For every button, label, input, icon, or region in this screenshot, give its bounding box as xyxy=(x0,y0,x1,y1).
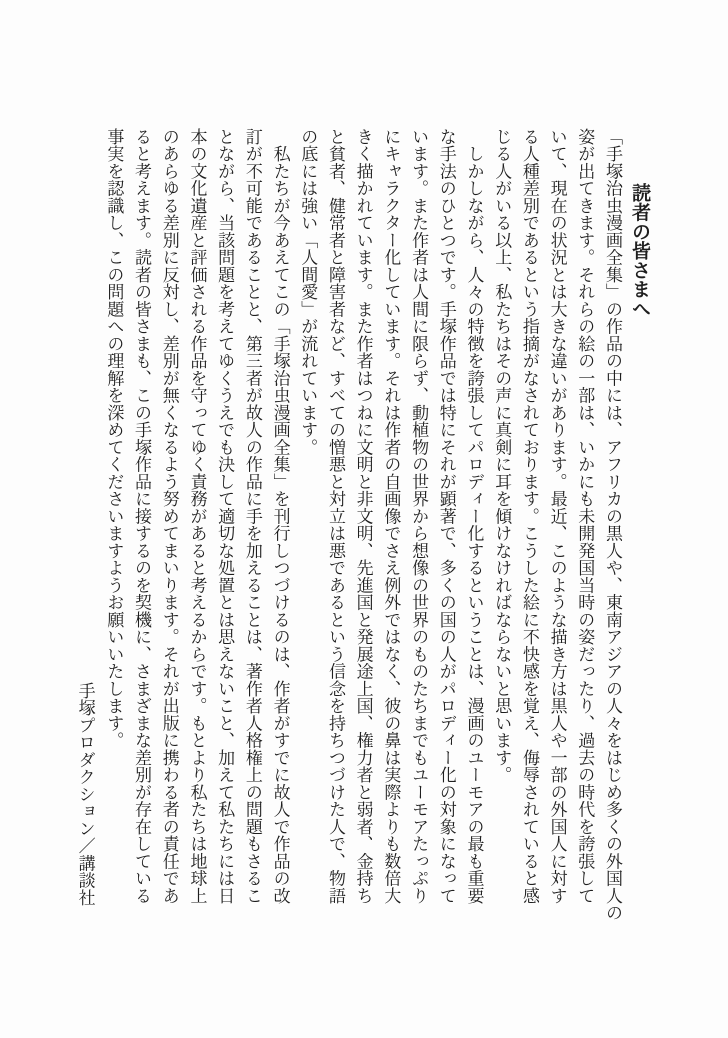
vertical-text-block xyxy=(71,128,655,928)
text-column: いて、現在の状況とは大きな違いがあります。最近、このような描き方は黒人や一部の外国人に対す xyxy=(546,128,567,905)
text-column: 私たちが今あえてこの「手塚治虫漫画全集」を刊行しつづけるのは、作者がすでに故人で作品の改 xyxy=(269,128,290,905)
text-column: います。また作者は人間に限らず、動植物の世界から想像の世界のものたちまでもユーモアたっぷり xyxy=(408,128,429,905)
text-column: 事実を認識し、この問題への理解を深めてくださいますようお願いいたします。 xyxy=(103,128,124,749)
text-column: きく描かれています。また作者はつねに文明と非文明、先進国と発展途上国、権力者と弱者、金持ち xyxy=(352,128,373,905)
text-column: の底には強い「人間愛」が流れています。 xyxy=(297,128,318,456)
text-column: 「手塚治虫漫画全集」の作品の中には、アフリカの黒人や、東南アジアの人々をはじめ多くの外国人の xyxy=(602,128,622,922)
text-column: じる人がいる以上、私たちはその声に真剣に耳を傾けなければならないと思います。 xyxy=(491,128,512,784)
publisher-signature: 手塚プロダクション／講談社 xyxy=(74,682,95,907)
text-column: 訂が不可能であることと、第三者が故人の作品に手を加えることは、著作者人格権上の問題もさるこ xyxy=(241,128,262,905)
text-column: とながら、当該問題を考えてゆくうえでも決して適切な処置とは思えないこと、加えて私たちには日 xyxy=(214,128,235,905)
text-column: のあらゆる差別に反対し、差別が無くなるよう努めてまいります。それが出版に携わる者の責任であ xyxy=(158,128,179,905)
text-column: ると考えます。読者の皆さまも、この手塚作品に接するのを契機に、さまざまな差別が存在している xyxy=(131,128,152,905)
text-column: にキャラクター化しています。それは作者の自画像でさえ例外ではなく、彼の鼻は実際よりも数倍大 xyxy=(380,128,401,905)
text-column: 本の文化遺産と評価される作品を守ってゆく責務があると考えるからです。もとより私たちは地球上 xyxy=(186,128,207,905)
text-column: 姿が出てきます。それらの絵の一部は、いかにも未開発国当時の姿だったり、過去の時代を誇張して xyxy=(574,128,595,905)
text-column: と貧者、健常者と障害者など、すべての憎悪と対立は悪であるという信念を持ちつづけた人で、物語 xyxy=(324,128,345,905)
text-column: しかしながら、人々の特徴を誇張してパロディー化するということは、漫画のユーモアの最も重要 xyxy=(463,128,484,905)
text-column: な手法のひとつです。手塚作品では特にそれが顕著で、多くの国の人がパロディー化の対象になって xyxy=(435,128,456,905)
page-title: 読者の皆さまへ xyxy=(629,183,651,319)
text-column: る人種差別であるという指摘がなされております。こうした絵に不快感を覚え、侮辱されていると感 xyxy=(518,128,539,905)
